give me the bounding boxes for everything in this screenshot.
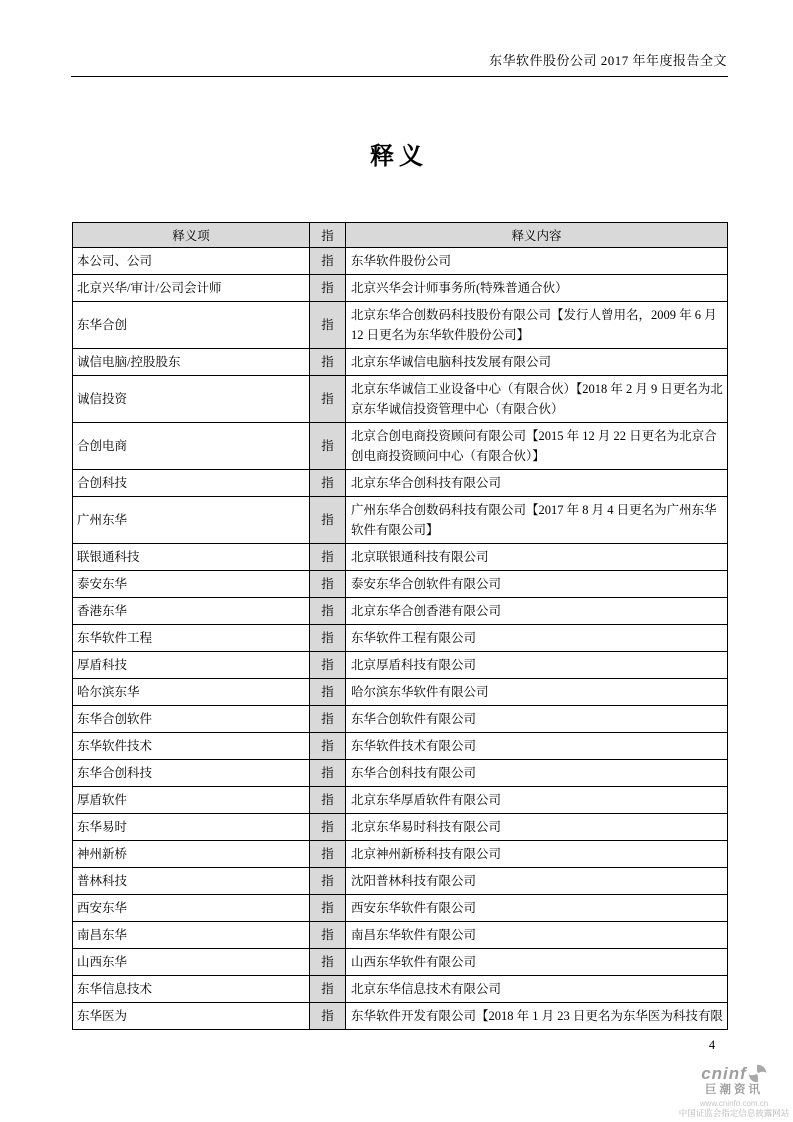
page-title: 释义 — [370, 144, 428, 170]
table-row — [73, 760, 728, 787]
refers-cell: 指 — [310, 706, 346, 733]
table-row — [73, 733, 728, 760]
cninfo-watermark — [678, 1064, 790, 1119]
page-number: 4 — [708, 1038, 716, 1052]
definition-cell: 北京东华合创数码科技股份有限公司【发行人曾用名，2009 年 6 月 12 日更名为东华软件股份公司】 — [346, 302, 728, 349]
refers-cell: 指 — [310, 895, 346, 922]
table-row — [73, 571, 728, 598]
table-row — [73, 598, 728, 625]
table-row — [73, 497, 728, 544]
refers-cell: 指 — [310, 376, 346, 423]
refers-cell: 指 — [310, 814, 346, 841]
term-cell: 哈尔滨东华 — [73, 679, 310, 706]
table-row — [73, 625, 728, 652]
watermark-brand: 巨潮资讯 — [705, 1083, 763, 1096]
table-row — [73, 302, 728, 349]
term-cell: 东华软件技术 — [73, 733, 310, 760]
refers-cell: 指 — [310, 949, 346, 976]
watermark-tagline: 中国证监会指定信息披露网站 — [678, 1107, 790, 1118]
running-header — [72, 50, 727, 69]
definitions-table — [72, 222, 728, 1030]
table-row — [73, 275, 728, 302]
term-cell: 广州东华 — [73, 497, 310, 544]
term-cell: 东华合创科技 — [73, 760, 310, 787]
definition-cell: 沈阳普林科技有限公司 — [346, 868, 728, 895]
refers-cell: 指 — [310, 625, 346, 652]
definition-cell: 广州东华合创数码科技有限公司【2017 年 8 月 4 日更名为广州东华软件有限公司】 — [346, 497, 728, 544]
table-header-row — [73, 223, 728, 248]
header-divider — [71, 76, 728, 77]
definition-cell: 北京东华厚盾软件有限公司 — [346, 787, 728, 814]
column-header-refers: 指 — [310, 223, 346, 248]
table-row — [73, 868, 728, 895]
term-cell: 东华合创 — [73, 302, 310, 349]
refers-cell: 指 — [310, 302, 346, 349]
definition-cell: 北京东华信息技术有限公司 — [346, 976, 728, 1003]
definition-cell: 东华合创软件有限公司 — [346, 706, 728, 733]
refers-cell: 指 — [310, 760, 346, 787]
term-cell: 厚盾科技 — [73, 652, 310, 679]
definition-cell: 北京东华合创科技有限公司 — [346, 470, 728, 497]
term-cell: 北京兴华/审计/公司会计师 — [73, 275, 310, 302]
column-header-term: 释义项 — [73, 223, 310, 248]
refers-cell: 指 — [310, 544, 346, 571]
refers-cell: 指 — [310, 679, 346, 706]
definition-cell: 东华合创科技有限公司 — [346, 760, 728, 787]
refers-cell: 指 — [310, 571, 346, 598]
refers-cell: 指 — [310, 733, 346, 760]
term-cell: 东华易时 — [73, 814, 310, 841]
term-cell: 联银通科技 — [73, 544, 310, 571]
definition-cell: 北京东华诚信电脑科技发展有限公司 — [346, 349, 728, 376]
refers-cell: 指 — [310, 275, 346, 302]
term-cell: 合创电商 — [73, 423, 310, 470]
table-row — [73, 423, 728, 470]
table-row — [73, 376, 728, 423]
refers-cell: 指 — [310, 497, 346, 544]
refers-cell: 指 — [310, 470, 346, 497]
term-cell: 本公司、公司 — [73, 248, 310, 275]
column-header-definition: 释义内容 — [346, 223, 728, 248]
table-row — [73, 922, 728, 949]
term-cell: 合创科技 — [73, 470, 310, 497]
term-cell: 西安东华 — [73, 895, 310, 922]
table-row — [73, 248, 728, 275]
term-cell: 东华医为 — [73, 1003, 310, 1030]
term-cell: 东华信息技术 — [73, 976, 310, 1003]
definition-cell: 北京合创电商投资顾问有限公司【2015 年 12 月 22 日更名为北京合创电商投资顾问中心（有限合伙）】 — [346, 423, 728, 470]
refers-cell: 指 — [310, 787, 346, 814]
table-row — [73, 470, 728, 497]
refers-cell: 指 — [310, 868, 346, 895]
table-row — [73, 1003, 728, 1030]
refers-cell: 指 — [310, 841, 346, 868]
refers-cell: 指 — [310, 349, 346, 376]
table-row — [73, 814, 728, 841]
definition-cell: 南昌东华软件有限公司 — [346, 922, 728, 949]
term-cell: 普林科技 — [73, 868, 310, 895]
term-cell: 东华软件工程 — [73, 625, 310, 652]
definition-cell: 哈尔滨东华软件有限公司 — [346, 679, 728, 706]
definition-cell: 泰安东华合创软件有限公司 — [346, 571, 728, 598]
definition-cell: 东华软件工程有限公司 — [346, 625, 728, 652]
refers-cell: 指 — [310, 652, 346, 679]
term-cell: 诚信投资 — [73, 376, 310, 423]
refers-cell: 指 — [310, 922, 346, 949]
table-row — [73, 679, 728, 706]
term-cell: 香港东华 — [73, 598, 310, 625]
table-row — [73, 841, 728, 868]
refers-cell: 指 — [310, 598, 346, 625]
definition-cell: 东华软件技术有限公司 — [346, 733, 728, 760]
definition-cell: 西安东华软件有限公司 — [346, 895, 728, 922]
refers-cell: 指 — [310, 248, 346, 275]
definition-cell: 东华软件开发有限公司【2018 年 1 月 23 日更名为东华医为科技有限 — [346, 1003, 728, 1030]
term-cell: 厚盾软件 — [73, 787, 310, 814]
table-row — [73, 949, 728, 976]
table-row — [73, 895, 728, 922]
term-cell: 神州新桥 — [73, 841, 310, 868]
cninfo-logo-text: cninf — [701, 1064, 747, 1083]
definition-cell: 北京神州新桥科技有限公司 — [346, 841, 728, 868]
definition-cell: 北京东华合创香港有限公司 — [346, 598, 728, 625]
table-row — [73, 976, 728, 1003]
term-cell: 泰安东华 — [73, 571, 310, 598]
definition-cell: 北京联银通科技有限公司 — [346, 544, 728, 571]
table-row — [73, 652, 728, 679]
term-cell: 东华合创软件 — [73, 706, 310, 733]
table-row — [73, 544, 728, 571]
table-row — [73, 706, 728, 733]
definition-cell: 东华软件股份公司 — [346, 248, 728, 275]
refers-cell: 指 — [310, 423, 346, 470]
term-cell: 诚信电脑/控股股东 — [73, 349, 310, 376]
definition-cell: 北京东华诚信工业设备中心（有限合伙）【2018 年 2 月 9 日更名为北京东华诚信投资管理中心（有限合伙） — [346, 376, 728, 423]
refers-cell: 指 — [310, 976, 346, 1003]
refers-cell: 指 — [310, 1003, 346, 1030]
definition-cell: 北京兴华会计师事务所(特殊普通合伙） — [346, 275, 728, 302]
definition-cell: 北京东华易时科技有限公司 — [346, 814, 728, 841]
cninfo-swirl-icon — [748, 1064, 767, 1083]
definition-cell: 山西东华软件有限公司 — [346, 949, 728, 976]
term-cell: 南昌东华 — [73, 922, 310, 949]
term-cell: 山西东华 — [73, 949, 310, 976]
running-header-title: 东华软件股份公司 2017 年年度报告全文 — [488, 53, 727, 68]
watermark-url: www.cninfo.com.cn — [699, 1098, 769, 1108]
definition-cell: 北京厚盾科技有限公司 — [346, 652, 728, 679]
cninfo-logo — [678, 1064, 790, 1084]
table-row — [73, 787, 728, 814]
table-row — [73, 349, 728, 376]
